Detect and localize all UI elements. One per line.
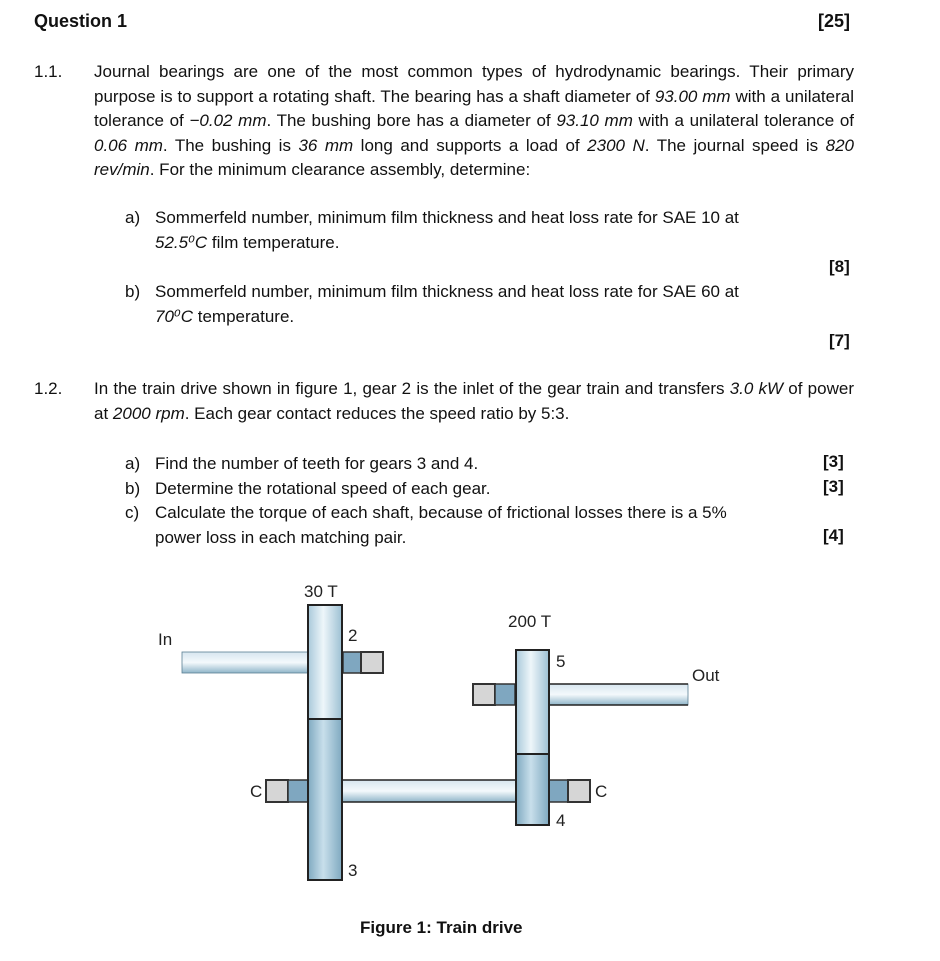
gear-5 [516,650,549,754]
item-text: Calculate the torque of each shaft, because of frictional losses there is a 5% power loss in each matching pair. [155,503,727,547]
label-200t: 200 T [508,612,552,631]
label-bearing-c-left: C [250,782,263,801]
counter-shaft-bearing-right [568,780,590,802]
label-gear-5: 5 [556,652,566,671]
item-letter: c) [125,503,140,522]
label-gear-4: 4 [556,811,566,830]
question-1-2-c-mark: [4] [823,526,844,545]
label-gear-2: 2 [348,626,358,645]
question-1-2-text: In the train drive shown in figure 1, gear 2 is the inlet of the gear train and transfers 3.0 kW of power at 2000 rpm. Each gear contact reduces the speed ratio by 5:3. [94,379,854,423]
item-letter: b) [125,282,141,301]
question-1-1-b-mark: [7] [829,331,850,350]
question-title: Question 1 [34,11,128,31]
question-1-2-b-mark: [3] [823,477,844,496]
counter-shaft-bearing-right-inner [548,780,568,802]
counter-shaft-bearing-left [266,780,288,802]
question-1-1-text: Journal bearings are one of the most common types of hydrodynamic bearings. Their primary purpose is to support a rotating shaft. The bearing has a shaft diameter of 93.00 mm with a unilateral tolerance of −0.02 mm. The bushing bore has a diameter of 93.10 mm with a unilateral tolerance of 0.06 mm. The bushing is 36 mm long and supports a load of 2300 N. The journal speed is 820 rev/min. For the minimum clearance assembly, determine: [94,62,855,179]
label-in: In [158,630,173,649]
item-letter: b) [125,479,141,498]
item-text: Sommerfeld number, minimum film thickness and heat loss rate for SAE 10 at 52.5⁰C film temperature. [155,208,739,252]
label-bearing-c-right: C [595,782,608,801]
gear-2 [308,605,342,719]
label-30t: 30 T [304,582,338,601]
gear-3 [308,719,342,880]
input-shaft-bearing-end [361,652,383,673]
question-1-1-number: 1.1. [34,62,63,81]
item-letter: a) [125,208,141,227]
item-text: Determine the rotational speed of each gear. [155,479,491,498]
question-1-2-a-mark: [3] [823,452,844,471]
counter-shaft-bearing-left-inner [288,780,308,802]
total-marks: [25] [818,11,851,31]
label-gear-3: 3 [348,861,358,880]
item-text: Sommerfeld number, minimum film thickness and heat loss rate for SAE 60 at 70⁰C temperature. [155,282,739,326]
question-1-2-number: 1.2. [34,379,63,398]
output-shaft-bearing-inner [495,684,515,705]
label-out: Out [692,666,720,685]
question-1-1-a-mark: [8] [829,257,850,276]
item-text: Find the number of teeth for gears 3 and 4. [155,454,479,473]
figure-caption: Figure 1: Train drive [360,918,523,937]
output-shaft-bearing [473,684,495,705]
gear-4 [516,754,549,825]
item-letter: a) [125,454,141,473]
